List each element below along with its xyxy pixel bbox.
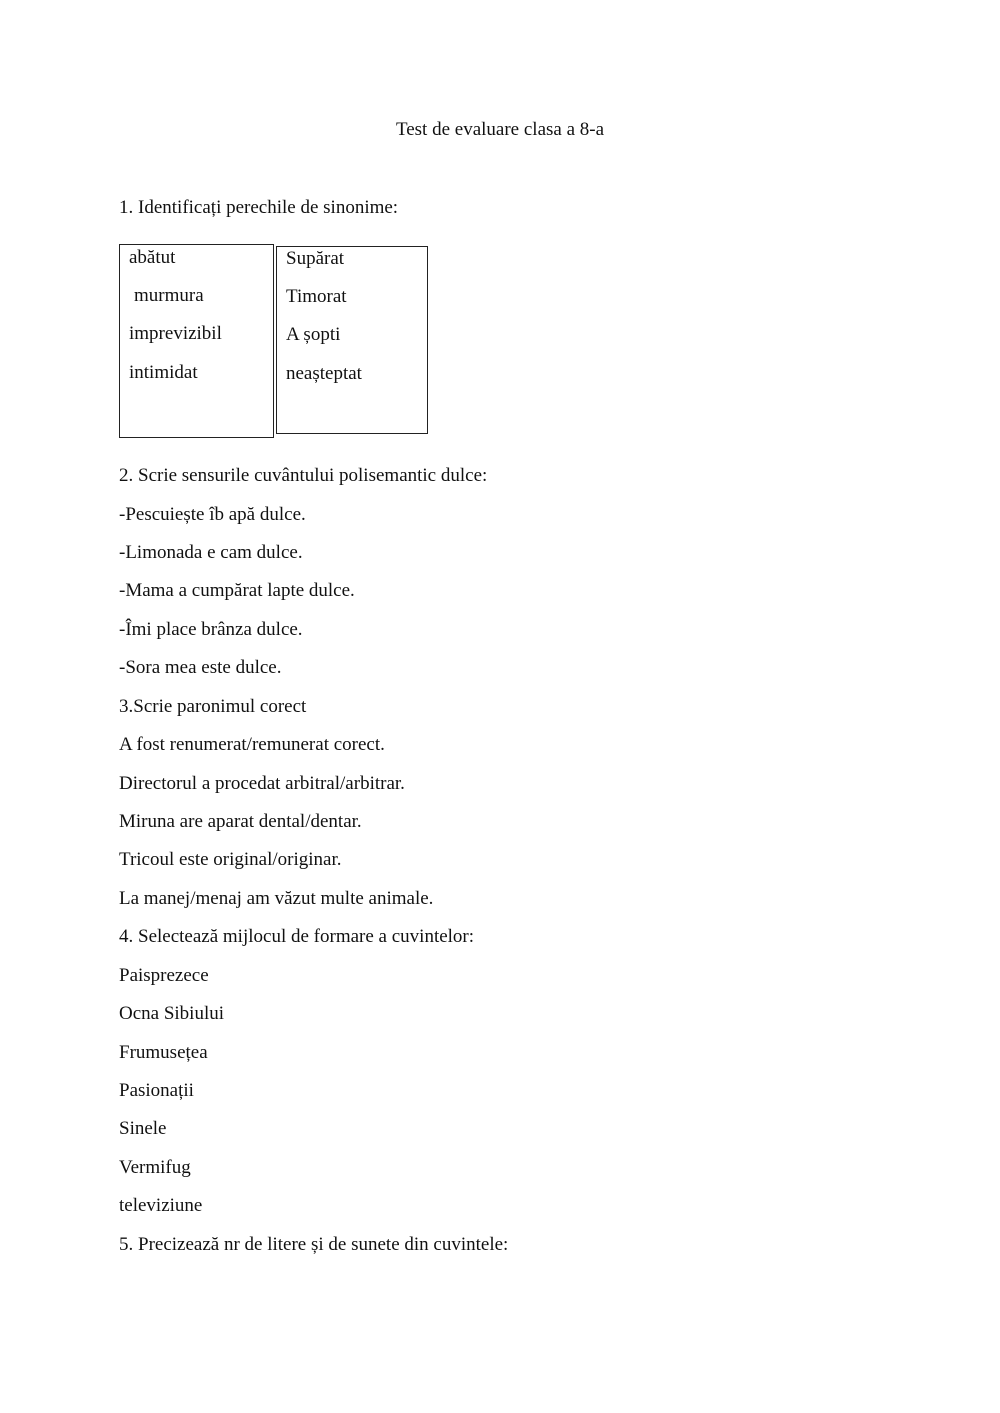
q4-item: Paisprezece xyxy=(119,965,209,986)
question-2-heading: 2. Scrie sensurile cuvântului polisemantic dulce: xyxy=(119,465,488,486)
q4-item: Ocna Sibiului xyxy=(119,1003,225,1024)
left-word: intimidat xyxy=(129,362,198,383)
q2-item: -Sora mea este dulce. xyxy=(119,657,282,678)
page-title: Test de evaluare clasa a 8-a xyxy=(395,119,605,140)
q3-item: La manej/menaj am văzut multe animale. xyxy=(119,888,434,909)
right-word: Supărat xyxy=(286,248,345,269)
q2-item: -Mama a cumpărat lapte dulce. xyxy=(119,580,355,601)
right-word: A șopti xyxy=(286,324,341,345)
question-5-heading: 5. Precizează nr de litere și de sunete din cuvintele: xyxy=(119,1234,509,1255)
q3-item: Tricoul este original/originar. xyxy=(119,849,342,870)
q4-item: televiziune xyxy=(119,1195,203,1216)
left-word: murmura xyxy=(134,285,204,306)
q3-item: Miruna are aparat dental/dentar. xyxy=(119,811,362,832)
left-word: abătut xyxy=(129,247,176,268)
question-3-heading: 3.Scrie paronimul corect xyxy=(119,696,307,717)
synonym-left-box xyxy=(119,244,274,438)
synonym-right-box xyxy=(276,246,428,434)
q2-item: -Pescuiește îb apă dulce. xyxy=(119,504,306,525)
q3-item: Directorul a procedat arbitral/arbitrar. xyxy=(119,773,405,794)
q4-item: Sinele xyxy=(119,1118,167,1139)
right-word: Timorat xyxy=(286,286,347,307)
right-word: neașteptat xyxy=(286,363,362,384)
q2-item: -Limonada e cam dulce. xyxy=(119,542,303,563)
q4-item: Frumusețea xyxy=(119,1042,208,1063)
question-1-heading: 1. Identificați perechile de sinonime: xyxy=(119,197,399,218)
q3-item: A fost renumerat/remunerat corect. xyxy=(119,734,385,755)
q2-item: -Îmi place brânza dulce. xyxy=(119,619,303,640)
q4-item: Pasionații xyxy=(119,1080,194,1101)
q4-item: Vermifug xyxy=(119,1157,191,1178)
question-4-heading: 4. Selectează mijlocul de formare a cuvintelor: xyxy=(119,926,475,947)
left-word: imprevizibil xyxy=(129,323,222,344)
